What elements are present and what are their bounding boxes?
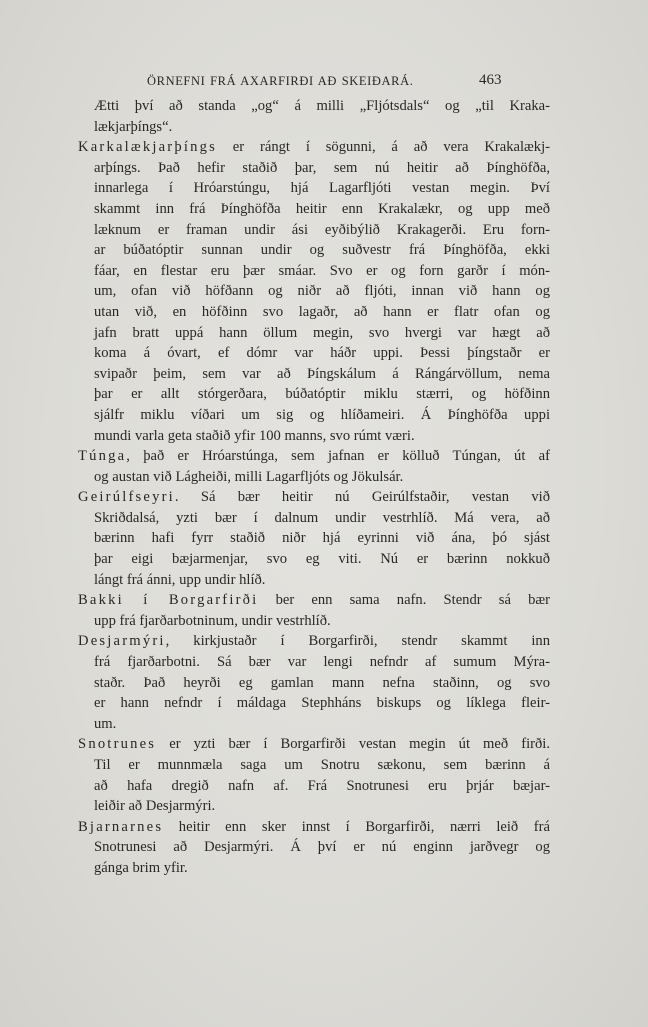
line-text: fáar, en flestar eru þær smáar. Svo er og forn garðr í món-	[94, 262, 550, 279]
text-line	[78, 364, 550, 385]
line-text: er hann nefndr í máldaga Stephháns biskups og líklega fleir-	[94, 695, 550, 712]
line-text: ar búðatóptir sunnan undir og suðvestr frá Þínghöfða, ekki	[94, 242, 550, 259]
entry-headword: Bjarnarnes	[78, 818, 164, 835]
line-text: koma á óvart, ef dómr var háðr uppi. Þessi þíngstaðr er	[94, 345, 550, 362]
line-text: Til er munnmæla saga um Snotru sækonu, sem bærinn á	[94, 757, 550, 773]
line-text: um.	[94, 715, 117, 732]
entry-headword: Desjarmýri	[78, 633, 166, 650]
text-line	[78, 776, 550, 797]
line-text: innarlega í Hróarstúngu, hjá Lagarfljóti vestan megin. Því	[94, 180, 550, 197]
text-line	[78, 796, 550, 817]
line-text: staðr. Það heyrði eg gamlan mann nefna staðinn, og svo	[94, 674, 550, 691]
text-line	[78, 673, 550, 694]
line-text: gánga brim yfir.	[94, 859, 188, 876]
line-text: að hafa dregið nafn af. Frá Snotrunesi eru þrjár bæjar-	[94, 777, 550, 794]
entry-first-line	[78, 487, 550, 508]
line-text: sjálfr miklu víðari um sig og hlíðameiri. Á Þínghöfða uppi	[94, 406, 550, 423]
line-text: frá fjarðarbotni. Sá bær var lengi nefndr af sumum Mýra-	[94, 654, 550, 671]
line-text: arþíngs. Það hefir staðið þar, sem nú heitir að Þínghöfða,	[94, 159, 550, 176]
text-line	[78, 467, 550, 488]
line-text: mundi varla geta staðið yfir 100 manns, svo rúmt væri.	[94, 427, 415, 444]
line-text: er yzti bær í Borgarfirði vestan megin út með firði.	[156, 736, 550, 753]
line-text: þar er allt stórgerðara, búðatóptir miklu stærri, og höfðinn	[94, 386, 550, 403]
text-line	[78, 281, 550, 302]
text-line	[78, 405, 550, 426]
text-line	[78, 714, 550, 735]
line-text: heitir enn sker innst í Borgarfirði, nærri leið frá	[163, 818, 550, 835]
text-line	[78, 261, 550, 282]
text-line	[78, 528, 550, 549]
entry-headword: Geirúlfseyri	[78, 489, 175, 506]
line-text: , kirkjustaðr í Borgarfirði, stendr skammt inn	[165, 633, 550, 650]
text-line	[78, 652, 550, 673]
text-line	[78, 549, 550, 570]
entry-headword: Bakki í Borgarfirði	[78, 592, 259, 609]
text-line	[78, 384, 550, 405]
line-text: er rángt í sögunni, á að vera Krakalækj-	[216, 139, 550, 156]
text-line	[78, 755, 550, 776]
entry-headword: Snotrunes	[78, 736, 157, 753]
entry-first-line	[78, 446, 550, 467]
line-text: leiðir að Desjarmýri.	[94, 798, 216, 815]
entry-headword: Túnga	[78, 448, 127, 465]
line-text: bærinn hafi fyrr staðið niðr hjá eyrinni við ána, þó sjást	[94, 530, 550, 547]
entry-first-line	[78, 734, 550, 755]
text-line	[78, 343, 550, 364]
body-text	[78, 96, 550, 879]
text-line	[78, 508, 550, 529]
line-text: svipaðr þeim, sem var að Þíngskálum á Rángárvöllum, nema	[94, 365, 550, 382]
text-line	[78, 158, 550, 179]
entry-headword: Karkalækjarþíngs	[78, 139, 217, 156]
text-line	[78, 426, 550, 447]
line-text: lækjarþíngs“.	[94, 118, 173, 135]
text-line	[78, 178, 550, 199]
text-line	[78, 858, 550, 879]
text-line	[78, 693, 550, 714]
text-line	[78, 117, 550, 138]
line-text: læknum er framan undir ási eyðibýlið Krakagerði. Eru forn-	[94, 221, 550, 238]
page-number: 463	[479, 72, 502, 88]
text-line	[78, 240, 550, 261]
line-text: lángt frá ánni, upp undir hlíð.	[94, 571, 266, 588]
line-text: skammt inn frá Þínghöfða heitir enn Krakalækr, og upp með	[94, 200, 550, 217]
line-text: . Sá bær heitir nú Geirúlfstaðir, vestan við	[174, 489, 550, 506]
text-line	[78, 323, 550, 344]
text-line	[78, 220, 550, 241]
line-text: Snotrunesi að Desjarmýri. Á því er nú enginn jarðvegr og	[94, 839, 550, 856]
text-line	[78, 611, 550, 632]
line-text: ber enn sama nafn. Stendr sá bær	[258, 592, 550, 609]
running-header	[0, 74, 648, 98]
line-text: jafn bratt uppá hann öllum megin, svo hvergi var hægt að	[94, 324, 550, 341]
entry-first-line	[78, 590, 550, 611]
entry-first-line	[78, 817, 550, 838]
line-text: utan við, en höfðinn svo lagaðr, að hann er flatr ofan og	[94, 303, 550, 320]
line-text: um, ofan við höfðann og niðr að fljóti, innan við hann og	[94, 283, 550, 300]
running-title: ÖRNEFNI FRÁ AXARFIRÐI AÐ SKEIÐARÁ.	[147, 74, 414, 88]
text-line	[78, 96, 550, 117]
line-text: , það er Hróarstúnga, sem jafnan er kölluð Túngan, út af	[126, 448, 550, 465]
text-line	[78, 570, 550, 591]
entry-first-line	[78, 137, 550, 158]
text-line	[78, 302, 550, 323]
line-text: þar eigi bæjarmenjar, svo eg viti. Nú er bærinn nokkuð	[94, 551, 550, 568]
line-text: og austan við Lágheiði, milli Lagarfljóts og Jökulsár.	[94, 468, 404, 485]
text-line	[78, 837, 550, 858]
line-text: upp frá fjarðarbotninum, undir vestrhlíð.	[94, 612, 331, 629]
line-text: Skriðdalsá, yzti bær í dalnum undir vestrhlíð. Má vera, að	[94, 509, 550, 526]
line-text: Ætti því að standa „og“ á milli „Fljótsdals“ og „til Kraka-	[94, 98, 550, 114]
text-line	[78, 199, 550, 220]
entry-first-line	[78, 631, 550, 652]
